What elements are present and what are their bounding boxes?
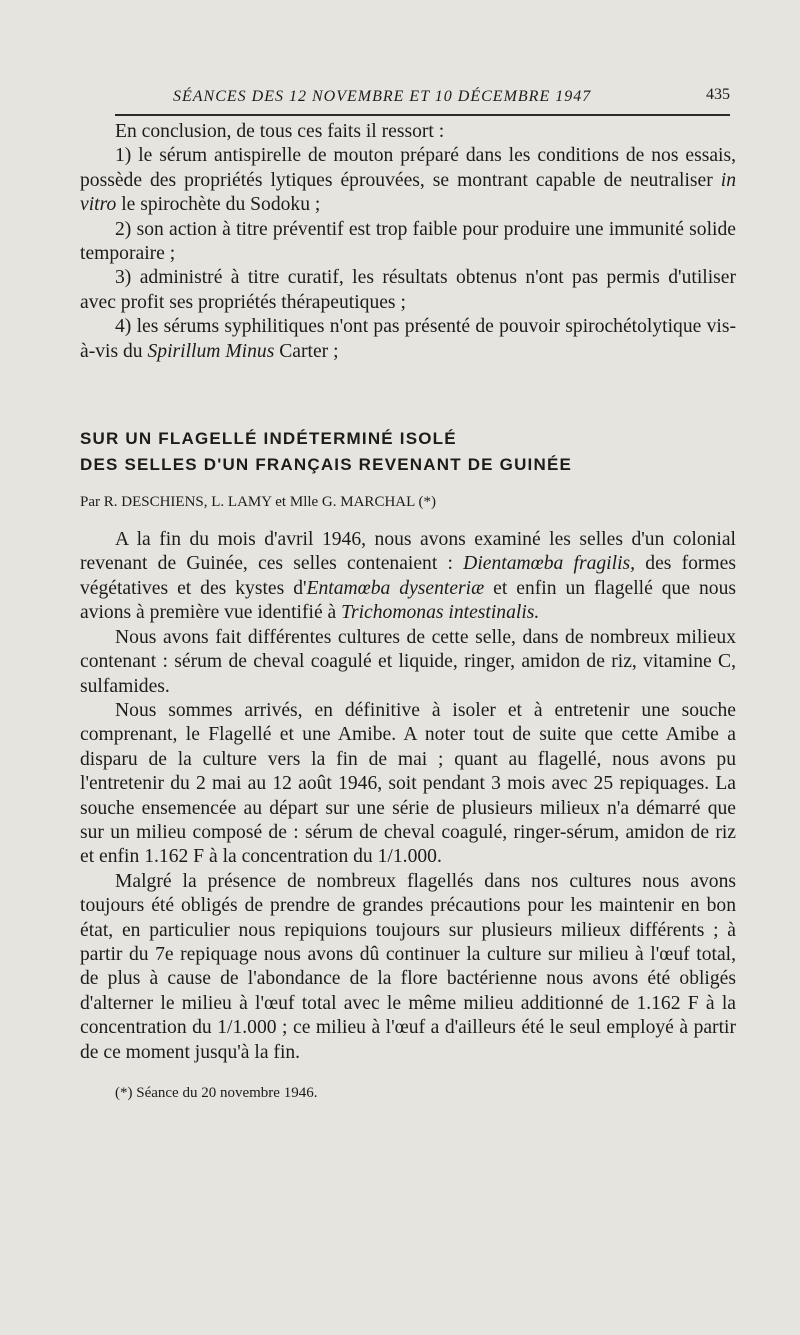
conclusion-item-2: 2) son action à titre préventif est trop faible pour produire une immunité solide temporaire ; [80, 218, 736, 265]
footnote: (*) Séance du 20 novembre 1946. [115, 1085, 318, 1101]
species-name: Spirillum Minus [147, 340, 275, 362]
species-dientamoeba: Dientamœba fragilis, [463, 553, 636, 575]
article-paragraph-2: Nous avons fait différentes cultures de cette selle, dans de nombreux milieux contenant : sérum de cheval coagulé et liquide, ringer, amidon de riz, vitamine C, sulfamides. [80, 626, 736, 697]
article-paragraph-3: Nous sommes arrivés, en définitive à isoler et à entretenir une souche comprenant, le Flagellé et une Amibe. A noter tout de suite que cette Amibe a disparu de la culture vers la fin de mai ; quant au flagellé, nous avons pu l'entretenir du 2 mai au 12 août 1946, soit pendant 3 mois avec 25 repiquages. La souche ensemencée au départ sur une série de plusieurs milieux n'a démarré que sur un milieu composé de : sérum de cheval coagulé, ringer-sérum, amidon de riz et enfin 1.162 F à la concentration du 1/1.000. [80, 699, 736, 868]
page-body [80, 120, 736, 1103]
species-trichomonas: Trichomonas intestinalis. [341, 602, 540, 624]
conclusion-item-3: 3) administré à titre curatif, les résultats obtenus n'ont pas permis d'utiliser avec profit ses propriétés thérapeutiques ; [80, 267, 736, 313]
article-byline: Par R. DESCHIENS, L. LAMY et Mlle G. MARCHAL (*) [80, 494, 436, 511]
article-title-line-2: DES SELLES D'UN FRANÇAIS REVENANT DE GUINÉE [80, 455, 573, 475]
conclusion-item-4: 4) les sérums syphilitiques n'ont pas présenté de pouvoir spirochétolytique vis-à-vis du Spirillum Minus Carter ; [80, 316, 736, 362]
conclusion-intro: En conclusion, de tous ces faits il ressort : [115, 121, 445, 142]
running-title: SÉANCES DES 12 NOVEMBRE ET 10 DÉCEMBRE 1947 [173, 88, 592, 105]
conclusion-item-1: 1) le sérum antispirelle de mouton préparé dans les conditions de nos essais, possède des propriétés lytiques éprouvées, se montrant capable de neutraliser in vitro le spirochète du Sodoku ; [80, 145, 736, 216]
article-paragraph-1: A la fin du mois d'avril 1946, nous avons examiné les selles d'un colonial revenant de Guinée, ces selles contenaient : Dientamœba fragilis, des formes végétatives et des kystes d'Entamœba dysenteriæ et enfin un flagellé que nous avions à première vue identifié à Trichomonas intestinalis. [80, 529, 736, 624]
page-number: 435 [706, 86, 730, 103]
article-paragraph-4: Malgré la présence de nombreux flagellés dans nos cultures nous avons toujours été obligés de prendre de grandes précautions pour les maintenir en bon état, en particulier nous repiquions toujours sur plusieurs milieux différents ; à partir du 7e repiquage nous avons dû continuer la culture sur milieu à l'œuf total, de plus à cause de l'abondance de la flore bactérienne nous avons été obligés d'alterner le milieu à l'œuf total avec le même milieu additionné de 1.162 F à la concentration du 1/1.000 ; ce milieu à l'œuf a d'ailleurs été le seul employé à partir de ce moment jusqu'à la fin. [80, 870, 736, 1063]
page-header [115, 84, 730, 110]
header-rule [115, 114, 730, 116]
article-title-line-1: SUR UN FLAGELLÉ INDÉTERMINÉ ISOLÉ [80, 429, 457, 449]
in-vitro-term: in vitro [80, 169, 736, 216]
species-entamoeba: Entamœba dysenteriæ [306, 577, 485, 599]
